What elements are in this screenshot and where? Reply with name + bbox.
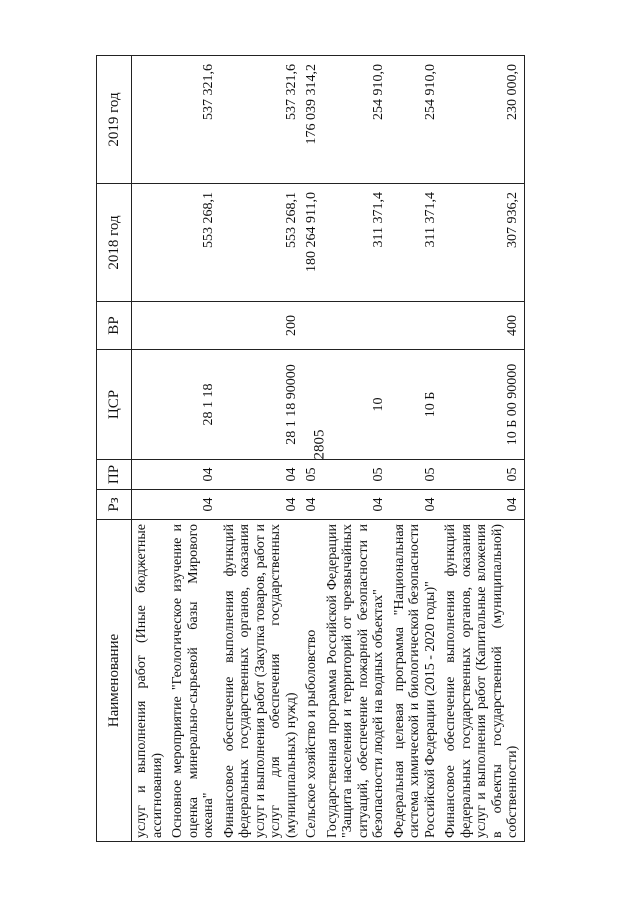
- header-pr: ПР: [97, 460, 132, 490]
- header-2019: 2019 год: [97, 56, 132, 184]
- row-pr: 04: [220, 460, 303, 490]
- budget-table-wrapper: [96, 56, 601, 842]
- table-row: [323, 56, 390, 842]
- row-vr: [323, 302, 390, 350]
- row-rz: 04: [168, 490, 220, 520]
- row-name: Государственная программа Российской Федерации "Защита населения и территорий от чрезвычайных ситуаций, обеспечение пожарной безопасности и безопасности людей на водных объектах": [323, 520, 390, 842]
- row-2019: 176 039 314,2: [302, 56, 323, 184]
- table-row: [132, 56, 169, 842]
- row-rz: 04: [220, 490, 303, 520]
- row-rz: 04: [323, 490, 390, 520]
- row-csr: [132, 350, 169, 460]
- header-vr: ВР: [97, 302, 132, 350]
- table-header: [97, 56, 132, 842]
- page-number: 2805: [311, 429, 328, 460]
- row-vr: 400: [441, 302, 524, 350]
- row-vr: [390, 302, 442, 350]
- table-row: [168, 56, 220, 842]
- row-name: Финансовое обеспечение выполнения функций федеральных государственных органов, оказания услуг и выполнения работ (Капитальные вложения в объекты государственной (муниципальной) собственности): [441, 520, 524, 842]
- row-csr: 10 Б 00 90000: [441, 350, 524, 460]
- row-2018: 180 264 911,0: [302, 184, 323, 302]
- row-vr: [168, 302, 220, 350]
- row-name: Основное мероприятие "Геологическое изучение и оценка минерально-сырьевой базы Мирового океана": [168, 520, 220, 842]
- row-vr: 200: [220, 302, 303, 350]
- budget-table: [96, 55, 525, 842]
- table-row: [441, 56, 524, 842]
- table-row: [220, 56, 303, 842]
- row-2018: 311 371,4: [323, 184, 390, 302]
- row-2018: 311 371,4: [390, 184, 442, 302]
- table-row: [302, 56, 323, 842]
- row-2019: 254 910,0: [323, 56, 390, 184]
- header-name: Наименование: [97, 520, 132, 842]
- row-rz: 04: [302, 490, 323, 520]
- row-vr: [132, 302, 169, 350]
- row-2019: 537 321,6: [168, 56, 220, 184]
- row-pr: 05: [441, 460, 524, 490]
- row-rz: [132, 490, 169, 520]
- row-name: услуг и выполнения работ (Иные бюджетные ассигнования): [132, 520, 169, 842]
- row-name: Федеральная целевая программа "Национальная система химической и биологической безопасности Российской Федерации (2015 - 2020 годы)": [390, 520, 442, 842]
- row-vr: [302, 302, 323, 350]
- row-pr: 04: [168, 460, 220, 490]
- row-name: Сельское хозяйство и рыболовство: [302, 520, 323, 842]
- header-2018: 2018 год: [97, 184, 132, 302]
- header-row: [97, 56, 132, 842]
- row-pr: 05: [302, 460, 323, 490]
- budget-table-rotated: [96, 56, 601, 842]
- row-name: Финансовое обеспечение выполнения функций федеральных государственных органов, оказания услуг и выполнения работ (Закупка товаров, работ и услуг для обеспечения государственных (муниципальных) нужд): [220, 520, 303, 842]
- row-pr: [132, 460, 169, 490]
- row-2018: 553 268,1: [168, 184, 220, 302]
- row-2019: 537 321,6: [220, 56, 303, 184]
- row-2018: 553 268,1: [220, 184, 303, 302]
- row-rz: 04: [441, 490, 524, 520]
- row-csr: 10: [323, 350, 390, 460]
- table-row: [390, 56, 442, 842]
- row-2019: 254 910,0: [390, 56, 442, 184]
- header-rz: Рз: [97, 490, 132, 520]
- row-2019: 230 000,0: [441, 56, 524, 184]
- row-csr: [302, 350, 323, 460]
- header-csr: ЦСР: [97, 350, 132, 460]
- row-rz: 04: [390, 490, 442, 520]
- row-csr: 28 1 18 90000: [220, 350, 303, 460]
- row-pr: 05: [323, 460, 390, 490]
- row-2018: [132, 184, 169, 302]
- row-2018: 307 936,2: [441, 184, 524, 302]
- row-pr: 05: [390, 460, 442, 490]
- table-body: [132, 56, 525, 842]
- row-csr: 10 Б: [390, 350, 442, 460]
- row-csr: 28 1 18: [168, 350, 220, 460]
- row-2019: [132, 56, 169, 184]
